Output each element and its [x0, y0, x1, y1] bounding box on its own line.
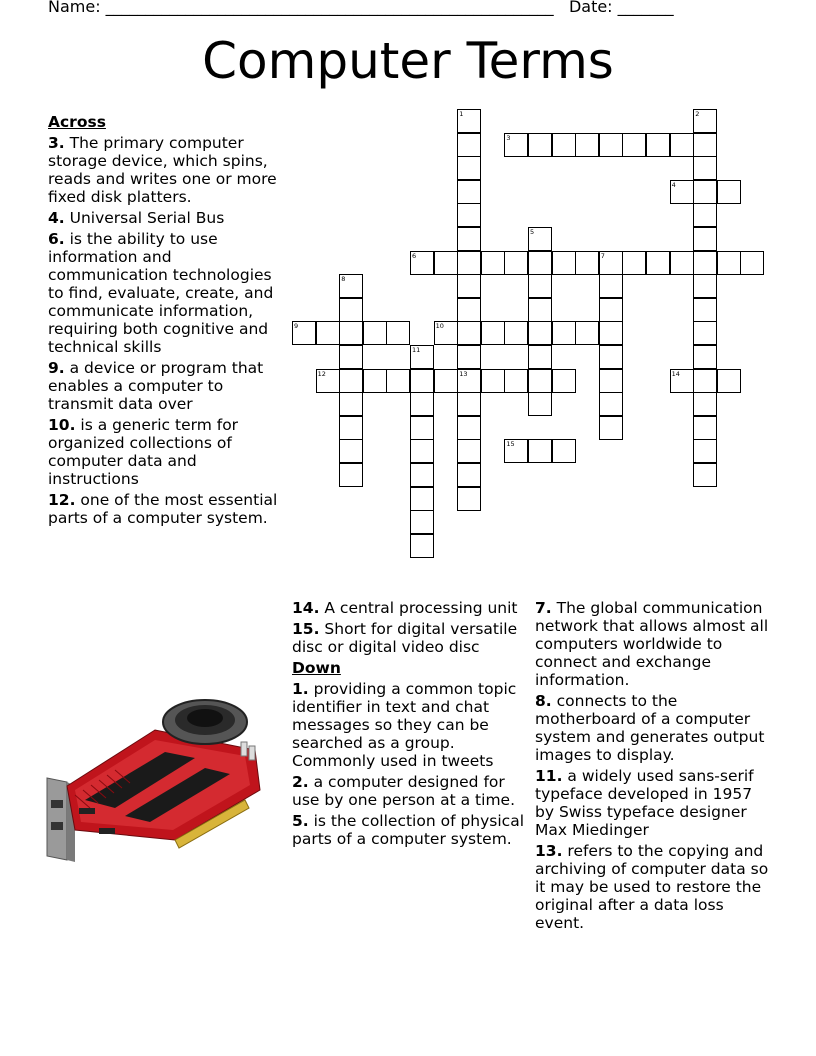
- crossword-cell[interactable]: [670, 133, 694, 157]
- crossword-cell[interactable]: [363, 321, 387, 345]
- crossword-cell[interactable]: [693, 298, 717, 322]
- clue-number: 13: [459, 369, 468, 378]
- across-heading: Across: [48, 113, 106, 131]
- crossword-cell[interactable]: [528, 298, 552, 322]
- clue-number: 6: [412, 251, 417, 260]
- crossword-cell[interactable]: [693, 156, 717, 180]
- crossword-cell[interactable]: [670, 369, 694, 393]
- crossword-cell[interactable]: [528, 345, 552, 369]
- clue-number: 4: [671, 180, 676, 189]
- crossword-cell[interactable]: [457, 321, 481, 345]
- across-clue-3: 3. The primary computer storage device, which spins, reads and writes one or more fixed disk platters.: [48, 134, 277, 206]
- crossword-cell[interactable]: [622, 133, 646, 157]
- across-clue-12: 12. one of the most essential parts of a computer system.: [48, 491, 278, 527]
- crossword-cell[interactable]: [339, 321, 363, 345]
- crossword-cell[interactable]: [670, 180, 694, 204]
- crossword-cell[interactable]: [410, 416, 434, 440]
- crossword-cell[interactable]: [339, 392, 363, 416]
- crossword-cell[interactable]: [457, 156, 481, 180]
- crossword-cell[interactable]: [693, 463, 717, 487]
- crossword-cell[interactable]: [575, 133, 599, 157]
- crossword-cell[interactable]: [292, 321, 316, 345]
- down-clue-11: 11. a widely used sans-serif typeface developed in 1957 by Swiss typeface designer Max Miedinger: [535, 767, 754, 839]
- crossword-cell[interactable]: [552, 321, 576, 345]
- crossword-cell[interactable]: [504, 133, 528, 157]
- crossword-cell[interactable]: [457, 251, 481, 275]
- crossword-cell[interactable]: [693, 274, 717, 298]
- crossword-cell[interactable]: [552, 133, 576, 157]
- crossword-cell[interactable]: [457, 439, 481, 463]
- crossword-cell[interactable]: [410, 251, 434, 275]
- clue-number: 2: [695, 110, 700, 118]
- crossword-cell[interactable]: [552, 251, 576, 275]
- crossword-cell[interactable]: [528, 439, 552, 463]
- crossword-cell[interactable]: [646, 251, 670, 275]
- crossword-cell[interactable]: [339, 463, 363, 487]
- page-title: Computer Terms: [202, 32, 614, 90]
- crossword-cell[interactable]: [434, 369, 458, 393]
- crossword-cell[interactable]: [410, 369, 434, 393]
- crossword-cell[interactable]: [481, 321, 505, 345]
- crossword-cell[interactable]: [457, 416, 481, 440]
- crossword-cell[interactable]: [693, 251, 717, 275]
- crossword-cell[interactable]: [504, 439, 528, 463]
- crossword-cell[interactable]: [339, 416, 363, 440]
- crossword-cell[interactable]: [339, 439, 363, 463]
- clues-column-2: [292, 599, 528, 851]
- crossword-cell[interactable]: [410, 439, 434, 463]
- crossword-cell[interactable]: [481, 251, 505, 275]
- across-clue-4: 4. Universal Serial Bus: [48, 209, 225, 227]
- crossword-cell[interactable]: [457, 274, 481, 298]
- crossword-cell[interactable]: [504, 321, 528, 345]
- crossword-cell[interactable]: [622, 251, 646, 275]
- crossword-cell[interactable]: [717, 369, 741, 393]
- crossword-cell[interactable]: [693, 109, 717, 133]
- crossword-cell[interactable]: [410, 534, 434, 558]
- across-clue-6: 6. is the ability to use information and communication technologies to find, evaluate, create, and communicate information, requiring both cognitive and technical skills: [48, 230, 274, 356]
- crossword-cell[interactable]: [693, 321, 717, 345]
- crossword-cell[interactable]: [363, 369, 387, 393]
- crossword-cell[interactable]: [646, 133, 670, 157]
- crossword-cell[interactable]: [410, 510, 434, 534]
- across-clue-15: 15. Short for digital versatile disc or digital video disc: [292, 620, 518, 656]
- crossword-cell[interactable]: [457, 298, 481, 322]
- crossword-cell[interactable]: [528, 369, 552, 393]
- crossword-cell[interactable]: [693, 180, 717, 204]
- clues-column-3: [535, 599, 775, 935]
- down-clue-2: 2. a computer designed for use by one person at a time.: [292, 773, 516, 809]
- crossword-cell[interactable]: [504, 251, 528, 275]
- crossword-cell[interactable]: [670, 251, 694, 275]
- crossword-cell[interactable]: [717, 251, 741, 275]
- crossword-cell[interactable]: [457, 487, 481, 511]
- across-clue-10: 10. is a generic term for organized collections of computer data and instructions: [48, 416, 239, 488]
- crossword-cell[interactable]: [410, 345, 434, 369]
- crossword-cell[interactable]: [575, 251, 599, 275]
- crossword-cell[interactable]: [339, 274, 363, 298]
- crossword-cell[interactable]: [457, 369, 481, 393]
- crossword-cell[interactable]: [552, 439, 576, 463]
- across-clue-9: 9. a device or program that enables a computer to transmit data over: [48, 359, 264, 413]
- crossword-cell[interactable]: [457, 203, 481, 227]
- crossword-cell[interactable]: [599, 321, 623, 345]
- crossword-cell[interactable]: [457, 463, 481, 487]
- crossword-cell[interactable]: [552, 369, 576, 393]
- down-clue-7: 7. The global communication network that allows almost all computers worldwide to connect and exchange information.: [535, 599, 769, 689]
- crossword-cell[interactable]: [339, 369, 363, 393]
- crossword-cell[interactable]: [410, 392, 434, 416]
- clue-number: 10: [435, 322, 444, 331]
- crossword-cell[interactable]: [528, 227, 552, 251]
- crossword-cell[interactable]: [457, 392, 481, 416]
- crossword-cell[interactable]: [575, 321, 599, 345]
- across-clues: [48, 113, 284, 530]
- crossword-cell[interactable]: [693, 439, 717, 463]
- crossword-cell[interactable]: [434, 251, 458, 275]
- crossword-cell[interactable]: [339, 345, 363, 369]
- crossword-cell[interactable]: [386, 369, 410, 393]
- across-clue-14: 14. A central processing unit: [292, 599, 518, 617]
- crossword-cell[interactable]: [693, 133, 717, 157]
- crossword-cell[interactable]: [528, 321, 552, 345]
- down-clue-13: 13. refers to the copying and archiving of computer data so it may be used to restore the original after a data loss event.: [535, 842, 769, 932]
- clue-number: 8: [341, 275, 346, 284]
- down-heading: Down: [292, 659, 341, 677]
- crossword-cell[interactable]: [528, 274, 552, 298]
- clue-number: 3: [506, 133, 511, 142]
- crossword-cell[interactable]: [693, 416, 717, 440]
- down-clue-5: 5. is the collection of physical parts of a computer system.: [292, 812, 525, 848]
- clue-number: 15: [506, 440, 515, 449]
- crossword-cell[interactable]: [457, 345, 481, 369]
- crossword-cell[interactable]: [599, 369, 623, 393]
- crossword-cell[interactable]: [599, 392, 623, 416]
- clue-number: 9: [294, 322, 299, 331]
- crossword-cell[interactable]: [457, 180, 481, 204]
- crossword-cell[interactable]: [386, 321, 410, 345]
- crossword-cell[interactable]: [717, 180, 741, 204]
- down-clue-8: 8. connects to the motherboard of a computer system and generates output images to display.: [535, 692, 765, 764]
- clue-number: 14: [671, 369, 680, 378]
- graphics-card-image: [45, 690, 265, 870]
- name-label: Name:: [48, 0, 101, 16]
- crossword-cell[interactable]: [457, 109, 481, 133]
- crossword-cell[interactable]: [339, 298, 363, 322]
- crossword-cell[interactable]: [693, 369, 717, 393]
- clue-number: 11: [412, 346, 421, 354]
- clue-number: 5: [530, 228, 535, 236]
- crossword-cell[interactable]: [316, 321, 340, 345]
- date-label: Date:: [568, 0, 613, 16]
- crossword-cell[interactable]: [740, 251, 764, 275]
- crossword-cell[interactable]: [528, 133, 552, 157]
- crossword-cell[interactable]: [528, 392, 552, 416]
- crossword-cell[interactable]: [410, 487, 434, 511]
- crossword-cell[interactable]: [316, 369, 340, 393]
- crossword-cell[interactable]: [434, 321, 458, 345]
- crossword-cell[interactable]: [693, 392, 717, 416]
- crossword-cell[interactable]: [693, 345, 717, 369]
- crossword-cell[interactable]: [599, 251, 623, 275]
- crossword-cell[interactable]: [481, 369, 505, 393]
- crossword-cell[interactable]: [457, 227, 481, 251]
- crossword-cell[interactable]: [457, 133, 481, 157]
- crossword-cell[interactable]: [693, 203, 717, 227]
- crossword-cell[interactable]: [528, 251, 552, 275]
- crossword-cell[interactable]: [599, 274, 623, 298]
- down-clue-1: 1. providing a common topic identifier in text and chat messages so they can be searched as a group. Commonly used in tweets: [292, 680, 517, 770]
- crossword-cell[interactable]: [599, 416, 623, 440]
- header-line: Name: ________________________________________________________ Date: _______: [48, 0, 674, 16]
- crossword-cell[interactable]: [599, 298, 623, 322]
- crossword-cell[interactable]: [599, 345, 623, 369]
- clue-number: 1: [459, 110, 464, 118]
- crossword-cell[interactable]: [504, 369, 528, 393]
- clue-number: 12: [317, 369, 326, 378]
- crossword-cell[interactable]: [410, 463, 434, 487]
- crossword-cell[interactable]: [693, 227, 717, 251]
- clue-number: 7: [600, 251, 605, 260]
- crossword-cell[interactable]: [599, 133, 623, 157]
